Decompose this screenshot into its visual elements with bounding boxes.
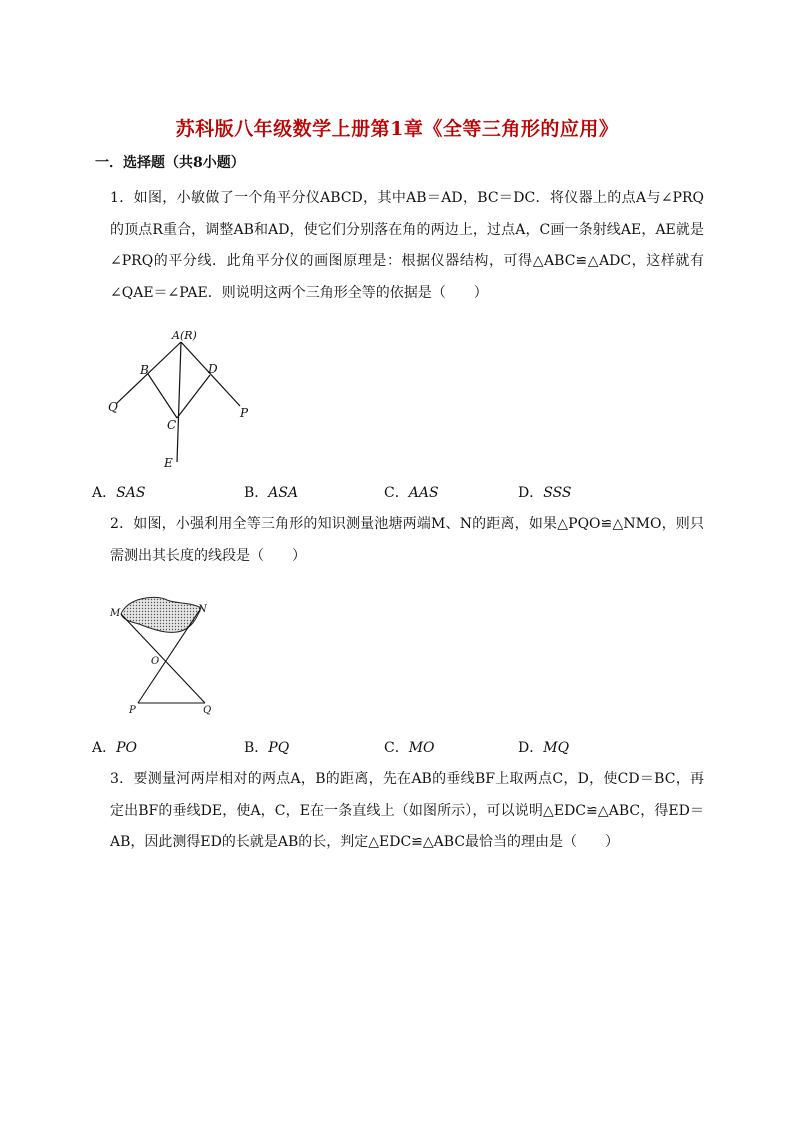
option-d[interactable]: D．MQ — [518, 740, 570, 756]
section-heading: 一．选择题（共8小题） — [95, 155, 245, 171]
option-c[interactable]: C．MO — [384, 740, 435, 756]
label-p: P — [129, 705, 136, 716]
option-c[interactable]: C．AAS — [384, 485, 439, 501]
label-d: D — [208, 362, 218, 376]
segment-dc — [177, 375, 210, 418]
option-d[interactable]: D．SSS — [518, 485, 572, 501]
option-a[interactable]: A．PO — [92, 740, 138, 756]
question-1-figure — [100, 322, 270, 472]
question-2-text: 2．如图，小强利用全等三角形的知识测量池塘两端M、N的距离，如果△PQO≌△NMO，则只需测出其长度的线段是（ ） — [110, 516, 704, 564]
option-a[interactable]: A．SAS — [92, 485, 146, 501]
label-b: B — [140, 363, 149, 377]
question-1-text: 1．如图，小敏做了一个角平分仪ABCD，其中AB＝AD，BC＝DC．将仪器上的点A与∠PRQ的顶点R重合，调整AB和AD，使它们分别落在角的两边上，过点A，C画一条射线AE，AE就是∠PRQ的平分线．此角平分仪的画图原理是：根据仪器结构，可得△ABC≌△ADC，这样就有∠QAE＝∠PAE．则说明这两个三角形全等的依据是（ ） — [110, 190, 704, 301]
label-a: A(R) — [172, 329, 197, 342]
label-q: Q — [108, 400, 118, 414]
label-e: E — [164, 456, 173, 470]
ray-ae — [177, 342, 181, 462]
question-1-options — [92, 482, 712, 504]
option-b[interactable]: B．ASA — [244, 485, 299, 501]
option-b[interactable]: B．PQ — [244, 740, 290, 756]
question-3-text: 3．要测量河两岸相对的两点A，B的距离，先在AB的垂线BF上取两点C，D，使CD＝BC，再定出BF的垂线DE，使A，C，E在一条直线上（如图所示），可以说明△EDC≌△ABC，得ED＝AB，因此测得ED的长就是AB的长，判定△EDC≌△ABC最恰当的理由是（ ） — [110, 771, 704, 850]
label-m: M — [110, 608, 121, 619]
label-q: Q — [203, 705, 212, 716]
label-c: C — [167, 418, 177, 432]
question-2-options — [92, 737, 712, 759]
label-p: P — [240, 406, 249, 420]
page-title: 苏科版八年级数学上册第1章《全等三角形的应用》 — [175, 118, 619, 140]
question-2-figure — [105, 592, 225, 720]
segment-bc — [148, 374, 177, 418]
label-o: O — [151, 656, 160, 667]
label-n: N — [198, 604, 207, 615]
